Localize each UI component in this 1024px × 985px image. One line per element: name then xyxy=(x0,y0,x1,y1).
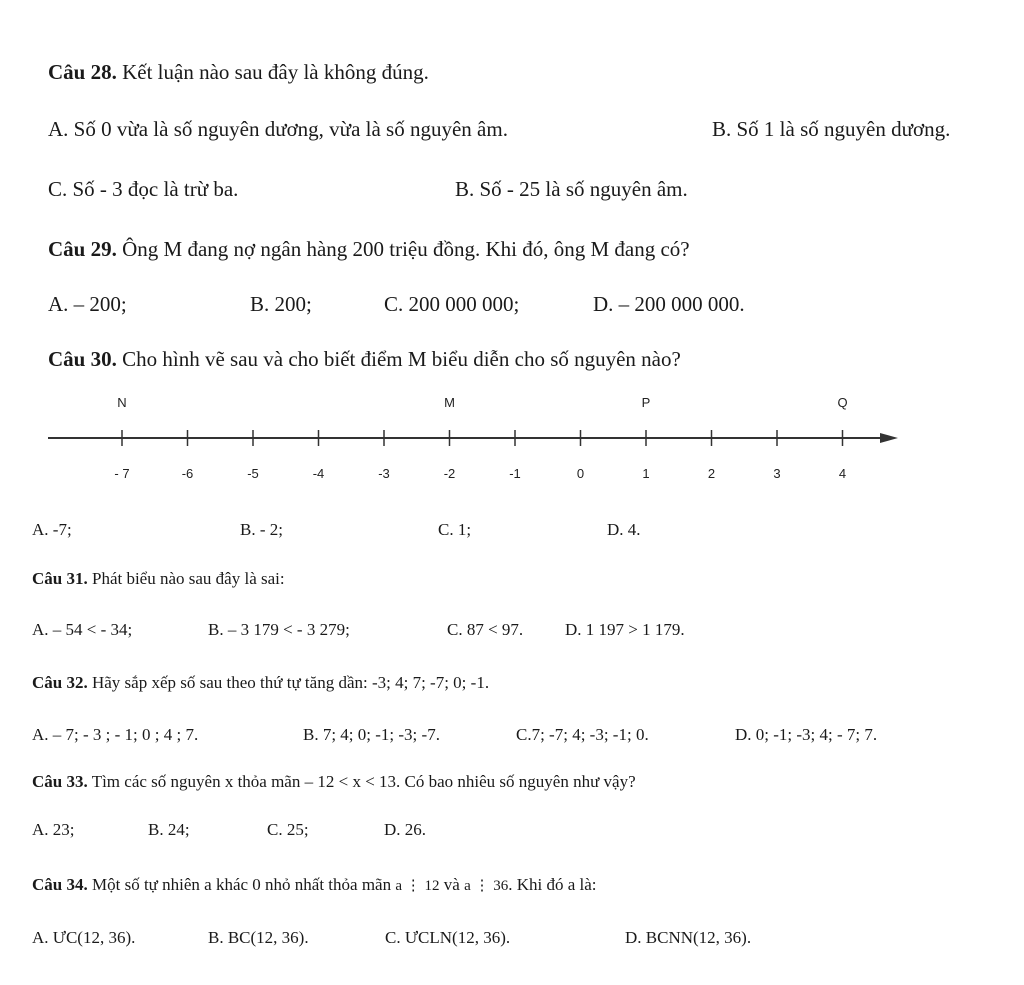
number-line-tick-label: 4 xyxy=(838,466,847,481)
question-31-option-c[interactable]: C. 87 < 97. xyxy=(447,620,524,639)
question-29-title: Câu 29. xyxy=(48,237,117,261)
question-29-option-d[interactable]: D. – 200 000 000. xyxy=(593,292,745,316)
question-33-option-b[interactable]: B. 24; xyxy=(148,820,190,839)
number-line xyxy=(0,385,1024,495)
question-31-option-a[interactable]: A. – 54 < - 34; xyxy=(32,620,133,639)
question-30-option-a[interactable]: A. -7; xyxy=(32,520,72,539)
question-34-conj: và xyxy=(443,875,460,894)
question-29-option-b[interactable]: B. 200; xyxy=(250,292,312,316)
question-30 xyxy=(48,347,681,372)
question-30-option-d[interactable]: D. 4. xyxy=(607,520,641,539)
question-34-option-a[interactable]: A. ƯC(12, 36). xyxy=(32,928,136,947)
number-line-tick-label: -4 xyxy=(312,466,325,481)
question-31-text: Phát biểu nào sau đây là sai: xyxy=(91,569,285,588)
number-line-point-label: N xyxy=(117,395,127,410)
question-34-option-d[interactable]: D. BCNN(12, 36). xyxy=(625,928,752,947)
question-32-option-a[interactable]: A. – 7; - 3 ; - 1; 0 ; 4 ; 7. xyxy=(32,725,199,744)
number-line-tick-label: -2 xyxy=(443,466,456,481)
question-34 xyxy=(32,875,597,895)
question-34-expr-2: a ⋮ 36 xyxy=(464,878,509,894)
question-34-title: Câu 34. xyxy=(32,875,88,894)
question-32-option-c[interactable]: C.7; -7; 4; -3; -1; 0. xyxy=(516,725,649,744)
question-33-option-d[interactable]: D. 26. xyxy=(384,820,427,839)
question-28-text: Kết luận nào sau đây là không đúng. xyxy=(122,60,429,84)
question-32-option-b[interactable]: B. 7; 4; 0; -1; -3; -7. xyxy=(303,725,440,744)
question-34-expr-1: a ⋮ 12 xyxy=(395,878,440,894)
number-line-tick-label: 3 xyxy=(773,466,781,481)
question-30-option-c[interactable]: C. 1; xyxy=(438,520,472,539)
number-line-tick-label: 0 xyxy=(576,466,585,481)
number-line-tick-label: -3 xyxy=(378,466,390,481)
number-line-tick-label: -6 xyxy=(181,466,194,481)
question-33-option-a[interactable]: A. 23; xyxy=(32,820,75,839)
number-line-point-label: P xyxy=(641,395,651,410)
question-32-option-d[interactable]: D. 0; -1; -3; 4; - 7; 7. xyxy=(735,725,878,744)
question-29 xyxy=(48,237,690,262)
question-33-title: Câu 33. xyxy=(32,772,88,791)
question-31-title: Câu 31. xyxy=(32,569,88,588)
question-34-text: Một số tự nhiên a khác 0 nhỏ nhất thỏa mãn xyxy=(91,875,392,894)
question-31-option-b[interactable]: B. – 3 179 < - 3 279; xyxy=(208,620,350,639)
question-32 xyxy=(32,673,489,693)
question-28-option-b1[interactable]: B. Số 1 là số nguyên dương. xyxy=(712,117,951,141)
question-33-text: Tìm các số nguyên x thỏa mãn – 12 < x < 13. Có bao nhiêu số nguyên như vậy? xyxy=(91,772,636,791)
number-line-tick-label: 1 xyxy=(642,466,650,481)
question-29-text: Ông M đang nợ ngân hàng 200 triệu đồng. Khi đó, ông M đang có? xyxy=(122,237,690,261)
question-30-option-b[interactable]: B. - 2; xyxy=(240,520,283,539)
question-31 xyxy=(32,569,285,589)
question-33-option-c[interactable]: C. 25; xyxy=(267,820,309,839)
question-28 xyxy=(48,60,429,85)
question-30-text: Cho hình vẽ sau và cho biết điểm M biểu diễn cho số nguyên nào? xyxy=(122,347,681,371)
question-28-title: Câu 28. xyxy=(48,60,117,84)
question-29-option-c[interactable]: C. 200 000 000; xyxy=(384,292,520,316)
number-line-tick-label: - 7 xyxy=(114,466,130,481)
question-32-title: Câu 32. xyxy=(32,673,88,692)
question-33 xyxy=(32,772,636,792)
number-line-tick-label: 2 xyxy=(707,466,716,481)
question-30-title: Câu 30. xyxy=(48,347,117,371)
number-line-tick-label: -5 xyxy=(247,466,259,481)
number-line-point-label: M xyxy=(444,395,455,410)
question-34-text-after: . Khi đó a là: xyxy=(508,875,597,894)
number-line-point-label: Q xyxy=(837,395,848,410)
question-28-option-b2[interactable]: B. Số - 25 là số nguyên âm. xyxy=(455,177,688,201)
question-31-option-d[interactable]: D. 1 197 > 1 179. xyxy=(565,620,685,639)
number-line-arrow xyxy=(880,433,898,443)
question-34-option-c[interactable]: C. ƯCLN(12, 36). xyxy=(385,928,511,947)
question-28-option-a[interactable]: A. Số 0 vừa là số nguyên dương, vừa là số nguyên âm. xyxy=(48,117,508,141)
question-29-option-a[interactable]: A. – 200; xyxy=(48,292,127,316)
question-34-option-b[interactable]: B. BC(12, 36). xyxy=(208,928,309,947)
question-32-text: Hãy sắp xếp số sau theo thứ tự tăng dần: -3; 4; 7; -7; 0; -1. xyxy=(91,673,490,692)
number-line-tick-label: -1 xyxy=(509,466,521,481)
question-28-option-c[interactable]: C. Số - 3 đọc là trừ ba. xyxy=(48,177,239,201)
